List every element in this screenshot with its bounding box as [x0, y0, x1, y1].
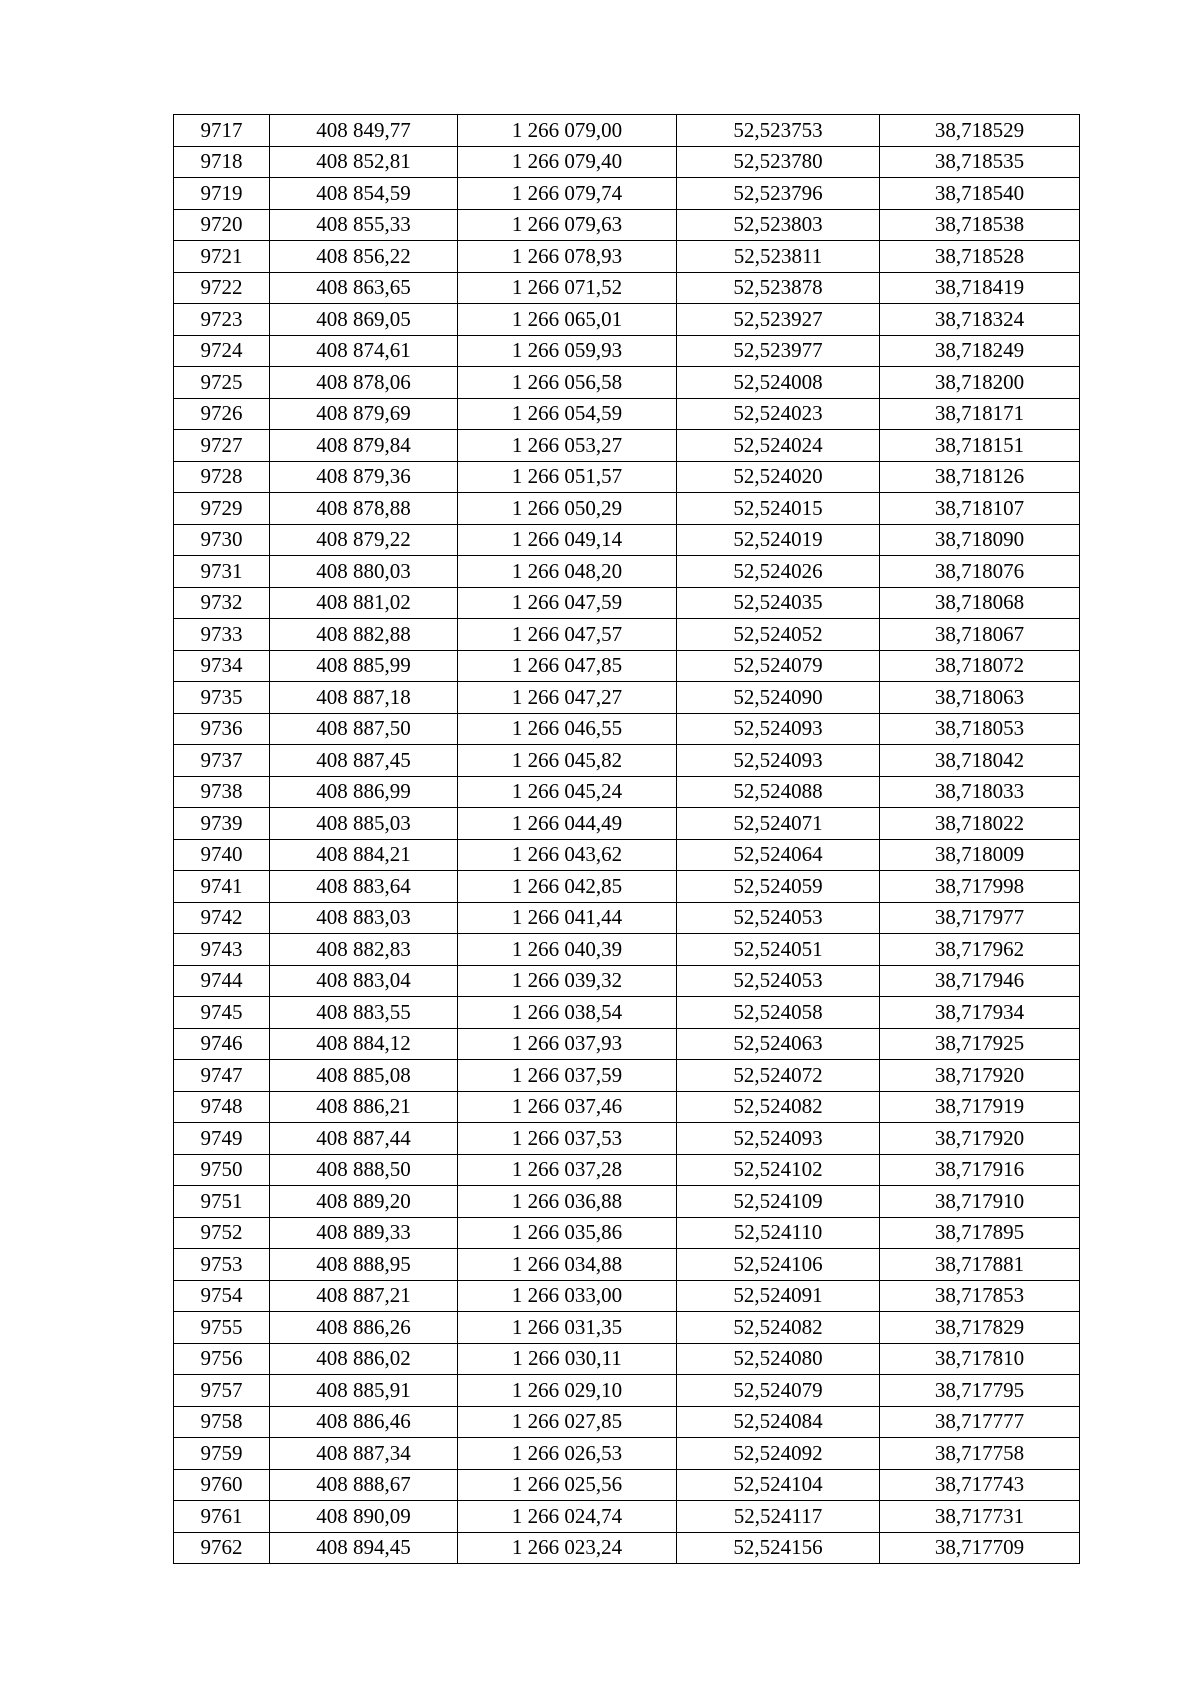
y-coordinate-cell: 1 266 079,63	[458, 209, 677, 241]
table-row	[174, 650, 1080, 682]
longitude-cell: 38,717829	[880, 1312, 1080, 1344]
longitude-cell: 38,717998	[880, 871, 1080, 903]
point-number-cell: 9746	[174, 1028, 270, 1060]
y-coordinate-cell: 1 266 029,10	[458, 1375, 677, 1407]
latitude-cell: 52,524059	[677, 871, 880, 903]
point-number-cell: 9752	[174, 1217, 270, 1249]
point-number-cell: 9758	[174, 1406, 270, 1438]
longitude-cell: 38,717777	[880, 1406, 1080, 1438]
y-coordinate-cell: 1 266 037,59	[458, 1060, 677, 1092]
y-coordinate-cell: 1 266 030,11	[458, 1343, 677, 1375]
x-coordinate-cell: 408 887,21	[270, 1280, 458, 1312]
point-number-cell: 9740	[174, 839, 270, 871]
point-number-cell: 9743	[174, 934, 270, 966]
y-coordinate-cell: 1 266 047,57	[458, 619, 677, 651]
y-coordinate-cell: 1 266 047,85	[458, 650, 677, 682]
x-coordinate-cell: 408 881,02	[270, 587, 458, 619]
latitude-cell: 52,524093	[677, 713, 880, 745]
latitude-cell: 52,524079	[677, 650, 880, 682]
y-coordinate-cell: 1 266 042,85	[458, 871, 677, 903]
longitude-cell: 38,718151	[880, 430, 1080, 462]
longitude-cell: 38,717962	[880, 934, 1080, 966]
y-coordinate-cell: 1 266 045,82	[458, 745, 677, 777]
latitude-cell: 52,524008	[677, 367, 880, 399]
table-row	[174, 556, 1080, 588]
longitude-cell: 38,718324	[880, 304, 1080, 336]
x-coordinate-cell: 408 879,22	[270, 524, 458, 556]
y-coordinate-cell: 1 266 071,52	[458, 272, 677, 304]
y-coordinate-cell: 1 266 049,14	[458, 524, 677, 556]
longitude-cell: 38,717919	[880, 1091, 1080, 1123]
table-row	[174, 713, 1080, 745]
x-coordinate-cell: 408 855,33	[270, 209, 458, 241]
latitude-cell: 52,524020	[677, 461, 880, 493]
longitude-cell: 38,718009	[880, 839, 1080, 871]
table-row	[174, 146, 1080, 178]
x-coordinate-cell: 408 887,45	[270, 745, 458, 777]
longitude-cell: 38,717910	[880, 1186, 1080, 1218]
longitude-cell: 38,718249	[880, 335, 1080, 367]
table-row	[174, 1060, 1080, 1092]
point-number-cell: 9726	[174, 398, 270, 430]
latitude-cell: 52,524090	[677, 682, 880, 714]
longitude-cell: 38,718126	[880, 461, 1080, 493]
table-row	[174, 1154, 1080, 1186]
x-coordinate-cell: 408 879,69	[270, 398, 458, 430]
latitude-cell: 52,524051	[677, 934, 880, 966]
longitude-cell: 38,717977	[880, 902, 1080, 934]
latitude-cell: 52,524102	[677, 1154, 880, 1186]
y-coordinate-cell: 1 266 023,24	[458, 1532, 677, 1564]
longitude-cell: 38,718419	[880, 272, 1080, 304]
x-coordinate-cell: 408 880,03	[270, 556, 458, 588]
x-coordinate-cell: 408 887,50	[270, 713, 458, 745]
y-coordinate-cell: 1 266 039,32	[458, 965, 677, 997]
latitude-cell: 52,524117	[677, 1501, 880, 1533]
table-row	[174, 808, 1080, 840]
x-coordinate-cell: 408 869,05	[270, 304, 458, 336]
x-coordinate-cell: 408 879,84	[270, 430, 458, 462]
longitude-cell: 38,717731	[880, 1501, 1080, 1533]
point-number-cell: 9727	[174, 430, 270, 462]
point-number-cell: 9728	[174, 461, 270, 493]
point-number-cell: 9719	[174, 178, 270, 210]
longitude-cell: 38,718200	[880, 367, 1080, 399]
longitude-cell: 38,717920	[880, 1123, 1080, 1155]
x-coordinate-cell: 408 888,67	[270, 1469, 458, 1501]
longitude-cell: 38,718528	[880, 241, 1080, 273]
longitude-cell: 38,717853	[880, 1280, 1080, 1312]
table-row	[174, 1469, 1080, 1501]
x-coordinate-cell: 408 878,06	[270, 367, 458, 399]
longitude-cell: 38,717810	[880, 1343, 1080, 1375]
point-number-cell: 9732	[174, 587, 270, 619]
longitude-cell: 38,717881	[880, 1249, 1080, 1281]
latitude-cell: 52,524035	[677, 587, 880, 619]
x-coordinate-cell: 408 883,04	[270, 965, 458, 997]
latitude-cell: 52,524092	[677, 1438, 880, 1470]
y-coordinate-cell: 1 266 050,29	[458, 493, 677, 525]
y-coordinate-cell: 1 266 065,01	[458, 304, 677, 336]
point-number-cell: 9717	[174, 115, 270, 147]
y-coordinate-cell: 1 266 033,00	[458, 1280, 677, 1312]
x-coordinate-cell: 408 885,03	[270, 808, 458, 840]
latitude-cell: 52,524082	[677, 1091, 880, 1123]
x-coordinate-cell: 408 854,59	[270, 178, 458, 210]
longitude-cell: 38,718033	[880, 776, 1080, 808]
table-row	[174, 1501, 1080, 1533]
y-coordinate-cell: 1 266 047,27	[458, 682, 677, 714]
table-row	[174, 745, 1080, 777]
latitude-cell: 52,524093	[677, 1123, 880, 1155]
longitude-cell: 38,718067	[880, 619, 1080, 651]
point-number-cell: 9725	[174, 367, 270, 399]
point-number-cell: 9738	[174, 776, 270, 808]
point-number-cell: 9722	[174, 272, 270, 304]
point-number-cell: 9724	[174, 335, 270, 367]
x-coordinate-cell: 408 879,36	[270, 461, 458, 493]
table-row	[174, 997, 1080, 1029]
x-coordinate-cell: 408 883,64	[270, 871, 458, 903]
y-coordinate-cell: 1 266 079,00	[458, 115, 677, 147]
point-number-cell: 9757	[174, 1375, 270, 1407]
x-coordinate-cell: 408 887,34	[270, 1438, 458, 1470]
point-number-cell: 9729	[174, 493, 270, 525]
y-coordinate-cell: 1 266 038,54	[458, 997, 677, 1029]
x-coordinate-cell: 408 878,88	[270, 493, 458, 525]
table-row	[174, 430, 1080, 462]
y-coordinate-cell: 1 266 043,62	[458, 839, 677, 871]
point-number-cell: 9747	[174, 1060, 270, 1092]
longitude-cell: 38,717916	[880, 1154, 1080, 1186]
y-coordinate-cell: 1 266 037,53	[458, 1123, 677, 1155]
point-number-cell: 9718	[174, 146, 270, 178]
point-number-cell: 9749	[174, 1123, 270, 1155]
point-number-cell: 9760	[174, 1469, 270, 1501]
x-coordinate-cell: 408 888,95	[270, 1249, 458, 1281]
x-coordinate-cell: 408 890,09	[270, 1501, 458, 1533]
x-coordinate-cell: 408 886,99	[270, 776, 458, 808]
point-number-cell: 9753	[174, 1249, 270, 1281]
longitude-cell: 38,718090	[880, 524, 1080, 556]
longitude-cell: 38,717895	[880, 1217, 1080, 1249]
latitude-cell: 52,524053	[677, 965, 880, 997]
latitude-cell: 52,524082	[677, 1312, 880, 1344]
latitude-cell: 52,524106	[677, 1249, 880, 1281]
table-row	[174, 367, 1080, 399]
x-coordinate-cell: 408 883,03	[270, 902, 458, 934]
table-row	[174, 241, 1080, 273]
x-coordinate-cell: 408 887,18	[270, 682, 458, 714]
y-coordinate-cell: 1 266 059,93	[458, 335, 677, 367]
x-coordinate-cell: 408 885,08	[270, 1060, 458, 1092]
point-number-cell: 9756	[174, 1343, 270, 1375]
longitude-cell: 38,718042	[880, 745, 1080, 777]
x-coordinate-cell: 408 883,55	[270, 997, 458, 1029]
x-coordinate-cell: 408 874,61	[270, 335, 458, 367]
point-number-cell: 9735	[174, 682, 270, 714]
latitude-cell: 52,524019	[677, 524, 880, 556]
point-number-cell: 9733	[174, 619, 270, 651]
latitude-cell: 52,524026	[677, 556, 880, 588]
table-row	[174, 902, 1080, 934]
point-number-cell: 9730	[174, 524, 270, 556]
x-coordinate-cell: 408 887,44	[270, 1123, 458, 1155]
x-coordinate-cell: 408 889,33	[270, 1217, 458, 1249]
longitude-cell: 38,718529	[880, 115, 1080, 147]
x-coordinate-cell: 408 884,12	[270, 1028, 458, 1060]
y-coordinate-cell: 1 266 025,56	[458, 1469, 677, 1501]
latitude-cell: 52,523878	[677, 272, 880, 304]
table-row	[174, 1343, 1080, 1375]
latitude-cell: 52,524023	[677, 398, 880, 430]
y-coordinate-cell: 1 266 079,74	[458, 178, 677, 210]
table-row	[174, 209, 1080, 241]
coordinates-table-body	[174, 115, 1080, 1564]
table-row	[174, 115, 1080, 147]
table-row	[174, 1091, 1080, 1123]
point-number-cell: 9751	[174, 1186, 270, 1218]
longitude-cell: 38,718076	[880, 556, 1080, 588]
y-coordinate-cell: 1 266 031,35	[458, 1312, 677, 1344]
latitude-cell: 52,524058	[677, 997, 880, 1029]
y-coordinate-cell: 1 266 045,24	[458, 776, 677, 808]
table-row	[174, 682, 1080, 714]
longitude-cell: 38,718540	[880, 178, 1080, 210]
point-number-cell: 9731	[174, 556, 270, 588]
table-row	[174, 524, 1080, 556]
table-row	[174, 178, 1080, 210]
point-number-cell: 9736	[174, 713, 270, 745]
y-coordinate-cell: 1 266 037,46	[458, 1091, 677, 1123]
longitude-cell: 38,717709	[880, 1532, 1080, 1564]
y-coordinate-cell: 1 266 037,28	[458, 1154, 677, 1186]
latitude-cell: 52,524052	[677, 619, 880, 651]
latitude-cell: 52,524024	[677, 430, 880, 462]
point-number-cell: 9742	[174, 902, 270, 934]
latitude-cell: 52,523803	[677, 209, 880, 241]
table-row	[174, 1186, 1080, 1218]
point-number-cell: 9759	[174, 1438, 270, 1470]
longitude-cell: 38,717934	[880, 997, 1080, 1029]
x-coordinate-cell: 408 888,50	[270, 1154, 458, 1186]
x-coordinate-cell: 408 885,99	[270, 650, 458, 682]
point-number-cell: 9754	[174, 1280, 270, 1312]
longitude-cell: 38,717920	[880, 1060, 1080, 1092]
y-coordinate-cell: 1 266 041,44	[458, 902, 677, 934]
latitude-cell: 52,524110	[677, 1217, 880, 1249]
longitude-cell: 38,718072	[880, 650, 1080, 682]
longitude-cell: 38,718107	[880, 493, 1080, 525]
x-coordinate-cell: 408 886,46	[270, 1406, 458, 1438]
point-number-cell: 9741	[174, 871, 270, 903]
longitude-cell: 38,718535	[880, 146, 1080, 178]
x-coordinate-cell: 408 894,45	[270, 1532, 458, 1564]
x-coordinate-cell: 408 885,91	[270, 1375, 458, 1407]
y-coordinate-cell: 1 266 027,85	[458, 1406, 677, 1438]
table-row	[174, 839, 1080, 871]
y-coordinate-cell: 1 266 078,93	[458, 241, 677, 273]
longitude-cell: 38,717795	[880, 1375, 1080, 1407]
y-coordinate-cell: 1 266 079,40	[458, 146, 677, 178]
table-row	[174, 1028, 1080, 1060]
y-coordinate-cell: 1 266 036,88	[458, 1186, 677, 1218]
table-row	[174, 587, 1080, 619]
latitude-cell: 52,524109	[677, 1186, 880, 1218]
y-coordinate-cell: 1 266 054,59	[458, 398, 677, 430]
table-row	[174, 1532, 1080, 1564]
x-coordinate-cell: 408 856,22	[270, 241, 458, 273]
point-number-cell: 9744	[174, 965, 270, 997]
y-coordinate-cell: 1 266 047,59	[458, 587, 677, 619]
y-coordinate-cell: 1 266 056,58	[458, 367, 677, 399]
y-coordinate-cell: 1 266 040,39	[458, 934, 677, 966]
x-coordinate-cell: 408 886,02	[270, 1343, 458, 1375]
longitude-cell: 38,717925	[880, 1028, 1080, 1060]
latitude-cell: 52,524104	[677, 1469, 880, 1501]
latitude-cell: 52,524015	[677, 493, 880, 525]
table-row	[174, 871, 1080, 903]
table-row	[174, 304, 1080, 336]
table-row	[174, 1249, 1080, 1281]
table-row	[174, 461, 1080, 493]
table-row	[174, 934, 1080, 966]
point-number-cell: 9748	[174, 1091, 270, 1123]
y-coordinate-cell: 1 266 046,55	[458, 713, 677, 745]
table-row	[174, 965, 1080, 997]
y-coordinate-cell: 1 266 026,53	[458, 1438, 677, 1470]
point-number-cell: 9739	[174, 808, 270, 840]
point-number-cell: 9755	[174, 1312, 270, 1344]
latitude-cell: 52,524053	[677, 902, 880, 934]
y-coordinate-cell: 1 266 037,93	[458, 1028, 677, 1060]
latitude-cell: 52,524079	[677, 1375, 880, 1407]
point-number-cell: 9737	[174, 745, 270, 777]
x-coordinate-cell: 408 886,26	[270, 1312, 458, 1344]
longitude-cell: 38,718171	[880, 398, 1080, 430]
table-row	[174, 1375, 1080, 1407]
point-number-cell: 9734	[174, 650, 270, 682]
latitude-cell: 52,524084	[677, 1406, 880, 1438]
latitude-cell: 52,523927	[677, 304, 880, 336]
table-row	[174, 619, 1080, 651]
x-coordinate-cell: 408 849,77	[270, 115, 458, 147]
y-coordinate-cell: 1 266 024,74	[458, 1501, 677, 1533]
latitude-cell: 52,524091	[677, 1280, 880, 1312]
latitude-cell: 52,524093	[677, 745, 880, 777]
coordinates-table	[173, 114, 1080, 1564]
table-row	[174, 493, 1080, 525]
latitude-cell: 52,523811	[677, 241, 880, 273]
x-coordinate-cell: 408 863,65	[270, 272, 458, 304]
latitude-cell: 52,524063	[677, 1028, 880, 1060]
latitude-cell: 52,524088	[677, 776, 880, 808]
point-number-cell: 9721	[174, 241, 270, 273]
table-row	[174, 1438, 1080, 1470]
y-coordinate-cell: 1 266 044,49	[458, 808, 677, 840]
table-row	[174, 1312, 1080, 1344]
latitude-cell: 52,523977	[677, 335, 880, 367]
y-coordinate-cell: 1 266 053,27	[458, 430, 677, 462]
latitude-cell: 52,524071	[677, 808, 880, 840]
table-row	[174, 272, 1080, 304]
x-coordinate-cell: 408 882,83	[270, 934, 458, 966]
y-coordinate-cell: 1 266 034,88	[458, 1249, 677, 1281]
longitude-cell: 38,717758	[880, 1438, 1080, 1470]
y-coordinate-cell: 1 266 051,57	[458, 461, 677, 493]
x-coordinate-cell: 408 884,21	[270, 839, 458, 871]
table-row	[174, 1217, 1080, 1249]
y-coordinate-cell: 1 266 048,20	[458, 556, 677, 588]
table-row	[174, 398, 1080, 430]
point-number-cell: 9761	[174, 1501, 270, 1533]
longitude-cell: 38,718022	[880, 808, 1080, 840]
point-number-cell: 9723	[174, 304, 270, 336]
longitude-cell: 38,717946	[880, 965, 1080, 997]
latitude-cell: 52,524064	[677, 839, 880, 871]
table-row	[174, 335, 1080, 367]
longitude-cell: 38,718538	[880, 209, 1080, 241]
x-coordinate-cell: 408 889,20	[270, 1186, 458, 1218]
x-coordinate-cell: 408 852,81	[270, 146, 458, 178]
longitude-cell: 38,717743	[880, 1469, 1080, 1501]
longitude-cell: 38,718063	[880, 682, 1080, 714]
point-number-cell: 9720	[174, 209, 270, 241]
point-number-cell: 9745	[174, 997, 270, 1029]
table-row	[174, 776, 1080, 808]
point-number-cell: 9762	[174, 1532, 270, 1564]
x-coordinate-cell: 408 886,21	[270, 1091, 458, 1123]
table-row	[174, 1123, 1080, 1155]
x-coordinate-cell: 408 882,88	[270, 619, 458, 651]
table-row	[174, 1280, 1080, 1312]
latitude-cell: 52,523780	[677, 146, 880, 178]
longitude-cell: 38,718068	[880, 587, 1080, 619]
latitude-cell: 52,524080	[677, 1343, 880, 1375]
table-row	[174, 1406, 1080, 1438]
latitude-cell: 52,524072	[677, 1060, 880, 1092]
latitude-cell: 52,524156	[677, 1532, 880, 1564]
y-coordinate-cell: 1 266 035,86	[458, 1217, 677, 1249]
latitude-cell: 52,523796	[677, 178, 880, 210]
latitude-cell: 52,523753	[677, 115, 880, 147]
point-number-cell: 9750	[174, 1154, 270, 1186]
longitude-cell: 38,718053	[880, 713, 1080, 745]
